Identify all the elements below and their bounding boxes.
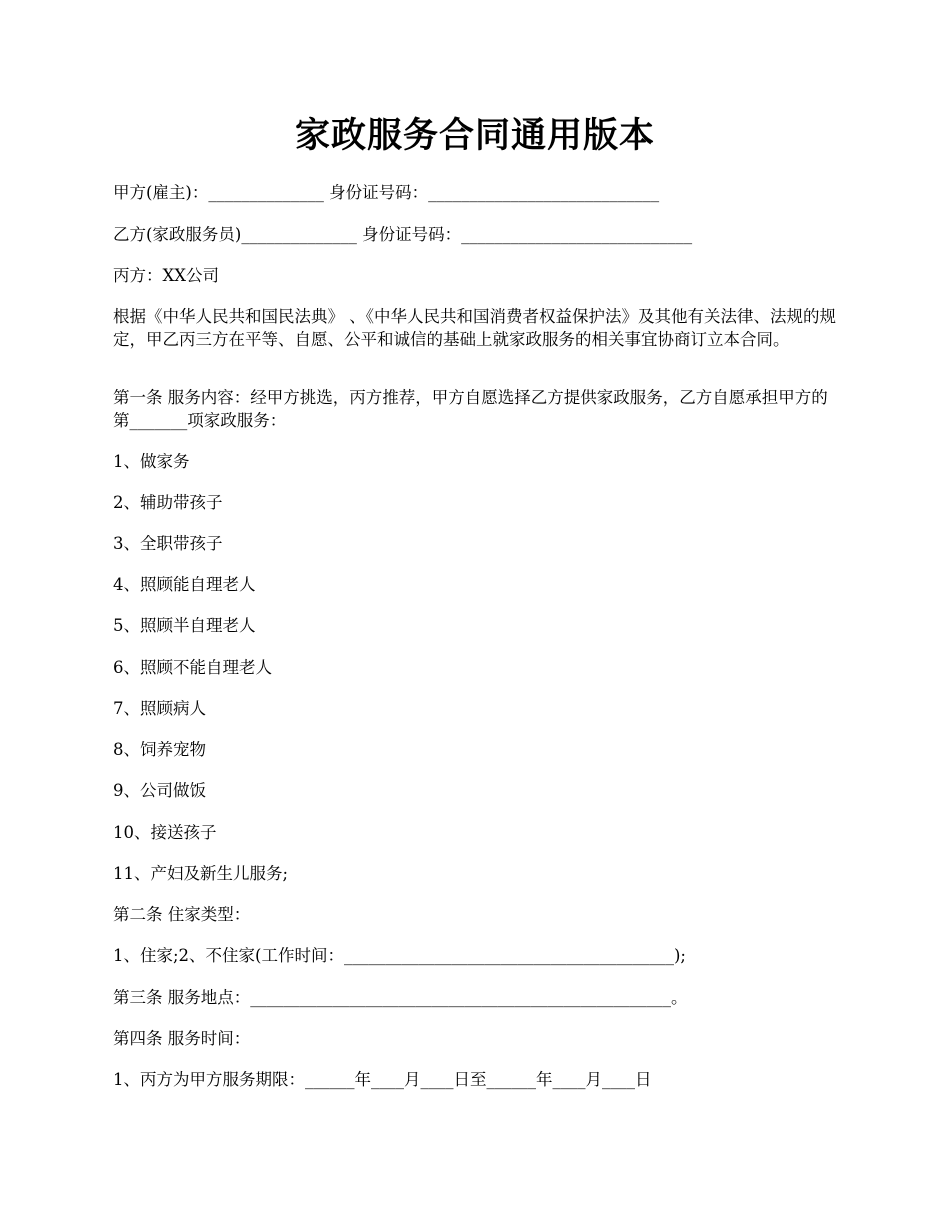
party-a-line: 甲方(雇主)：______________ 身份证号码：____________________________ — [113, 183, 660, 202]
list-item: 6、照顾不能自理老人 — [113, 658, 272, 677]
list-item: 5、照顾半自理老人 — [113, 616, 256, 635]
list-item: 8、饲养宠物 — [113, 740, 206, 759]
list-item: 2、辅助带孩子 — [113, 493, 223, 512]
party-c-line: 丙方：XX公司 — [113, 266, 219, 285]
document-title: 家政服务合同通用版本 — [294, 115, 655, 156]
article-4-service-time: 第四条 服务时间： — [113, 1029, 251, 1048]
list-item: 4、照顾能自理老人 — [113, 575, 256, 594]
preamble-paragraph: 根据《中华人民共和国民法典》 、《中华人民共和国消费者权益保护法》及其他有关法律、法规的规定，甲乙丙三方在平等、自愿、公平和诚信的基础上就家政服务的相关事宜协商订立本合同。 — [113, 307, 836, 349]
list-item: 1、做家务 — [113, 452, 190, 471]
list-item: 3、全职带孩子 — [113, 534, 223, 553]
service-period-line: 1、丙方为甲方服务期限：______年____月____日至______年____月____日 — [113, 1070, 652, 1089]
party-b-line: 乙方(家政服务员)______________ 身份证号码：____________________________ — [113, 225, 693, 244]
residence-options-line: 1、住家;2、不住家(工作时间：________________________________________); — [113, 946, 686, 965]
article-2-residence-type: 第二条 住家类型： — [113, 905, 251, 924]
list-item: 11、产妇及新生儿服务; — [113, 864, 289, 883]
list-item: 9、公司做饭 — [113, 781, 206, 800]
article-3-service-location: 第三条 服务地点：___________________________________________________。 — [113, 988, 688, 1007]
article-1-service-content: 第一条 服务内容：经甲方挑选，丙方推荐，甲方自愿选择乙方提供家政服务，乙方自愿承担甲方的第_______项家政服务： — [113, 388, 828, 430]
list-item: 7、照顾病人 — [113, 699, 206, 718]
list-item: 10、接送孩子 — [113, 823, 217, 842]
